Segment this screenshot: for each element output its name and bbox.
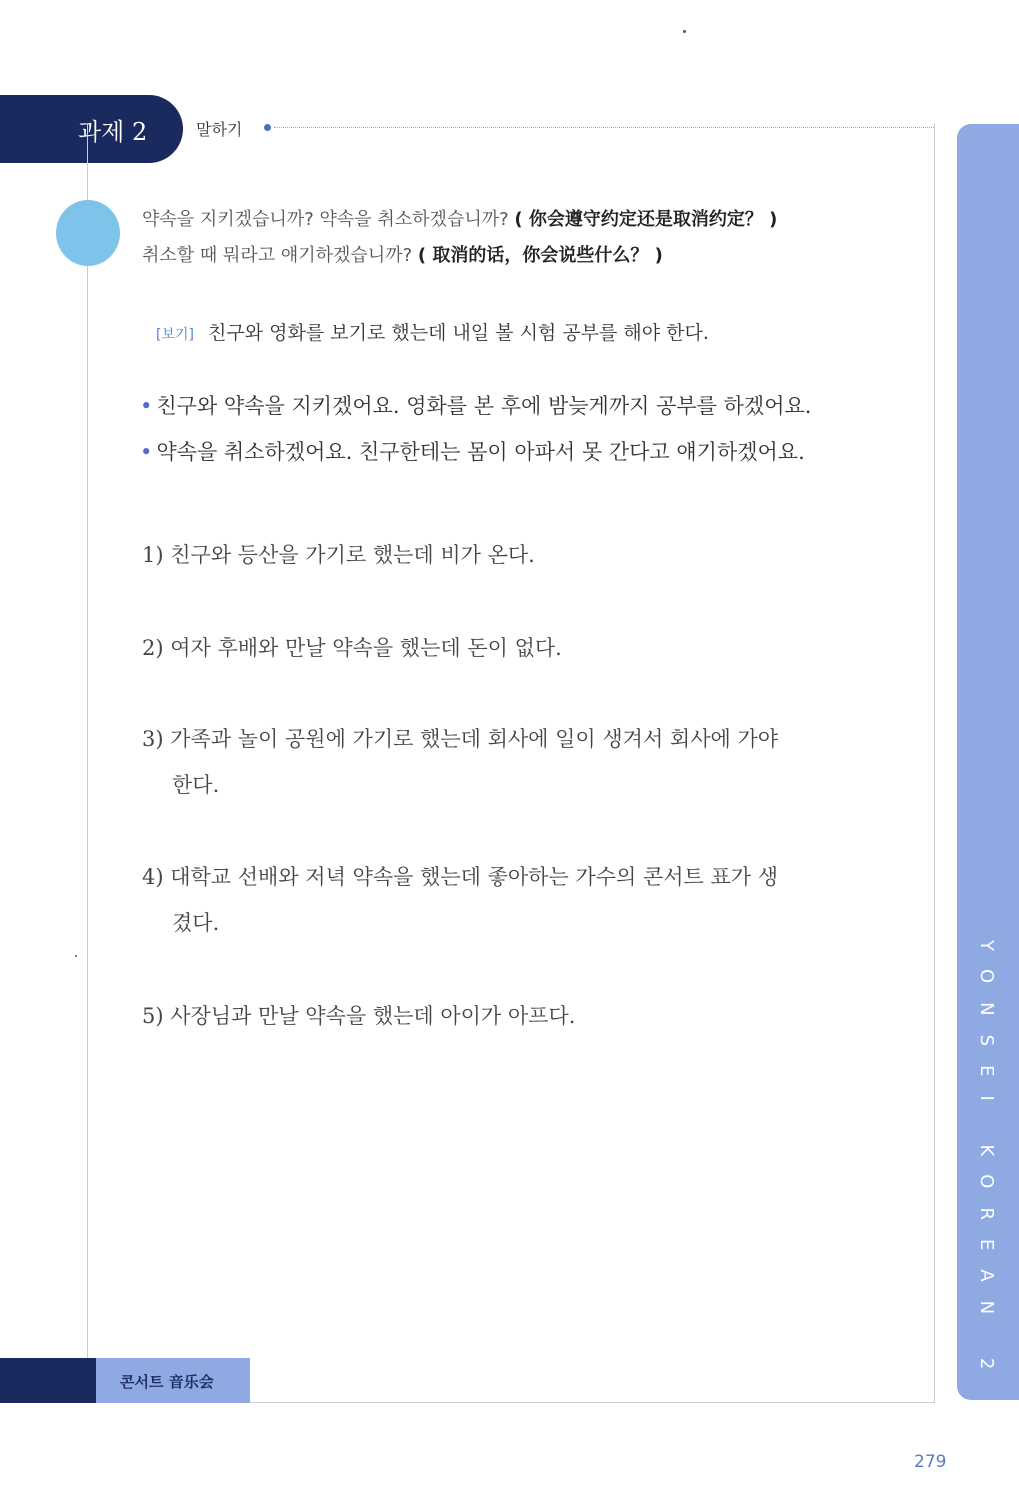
question-zh: ( 你会遵守约定还是取消约定？ )	[514, 209, 778, 230]
bullet-icon: •	[140, 440, 153, 464]
task-title: 과제 2	[78, 118, 148, 146]
item-text: 4) 대학교 선배와 저녁 약속을 했는데 좋아하는 가수의 콘서트 표가 생	[142, 865, 779, 889]
side-series-title: YONSEI KOREAN 2	[976, 940, 997, 1389]
item-text: 2) 여자 후배와 만날 약속을 했는데 돈이 없다.	[142, 636, 562, 660]
exercise-item-1	[142, 532, 902, 578]
item-text-continued: 한다.	[172, 773, 220, 797]
exercise-item-2	[142, 625, 902, 671]
question-zh: ( 取消的话，你会说些什么？ )	[417, 245, 663, 266]
exercise-item-4	[142, 854, 902, 946]
section-label: 말하기	[196, 120, 243, 139]
bullet-icon: •	[140, 394, 153, 418]
example-text: 친구와 영화를 보기로 했는데 내일 볼 시험 공부를 해야 한다.	[208, 322, 709, 344]
page-number: 279	[914, 1452, 947, 1472]
exercise-item-5	[142, 993, 902, 1039]
scan-speck	[75, 955, 77, 957]
answer-bullet-2	[140, 436, 805, 466]
circle-marker	[56, 200, 120, 266]
exercise-item-3	[142, 716, 902, 808]
question-ko: 약속을 지키겠습니까? 약속을 취소하겠습니까?	[142, 209, 509, 230]
example-tag: [보기]	[156, 327, 194, 343]
question-ko: 취소할 때 뭐라고 얘기하겠습니까?	[142, 245, 413, 266]
scan-speck	[683, 30, 686, 33]
item-text: 1) 친구와 등산을 가기로 했는데 비가 온다.	[142, 543, 535, 567]
question-line-1	[142, 205, 777, 231]
answer-text: 친구와 약속을 지키겠어요. 영화를 본 후에 밤늦게까지 공부를 하겠어요.	[156, 394, 812, 418]
footer-dark-block	[0, 1358, 96, 1403]
item-text-continued: 겼다.	[172, 911, 220, 935]
answer-text: 약속을 취소하겠어요. 친구한테는 몸이 아파서 못 간다고 얘기하겠어요.	[156, 440, 805, 464]
answer-bullet-1	[140, 390, 811, 420]
example-line	[156, 318, 709, 345]
question-line-2	[142, 241, 663, 267]
footer-label: 콘서트 音乐会	[96, 1358, 250, 1403]
item-text: 3) 가족과 놀이 공원에 가기로 했는데 회사에 일이 생겨서 회사에 가야	[142, 727, 779, 751]
item-text: 5) 사장님과 만날 약속을 했는데 아이가 아프다.	[142, 1004, 576, 1028]
